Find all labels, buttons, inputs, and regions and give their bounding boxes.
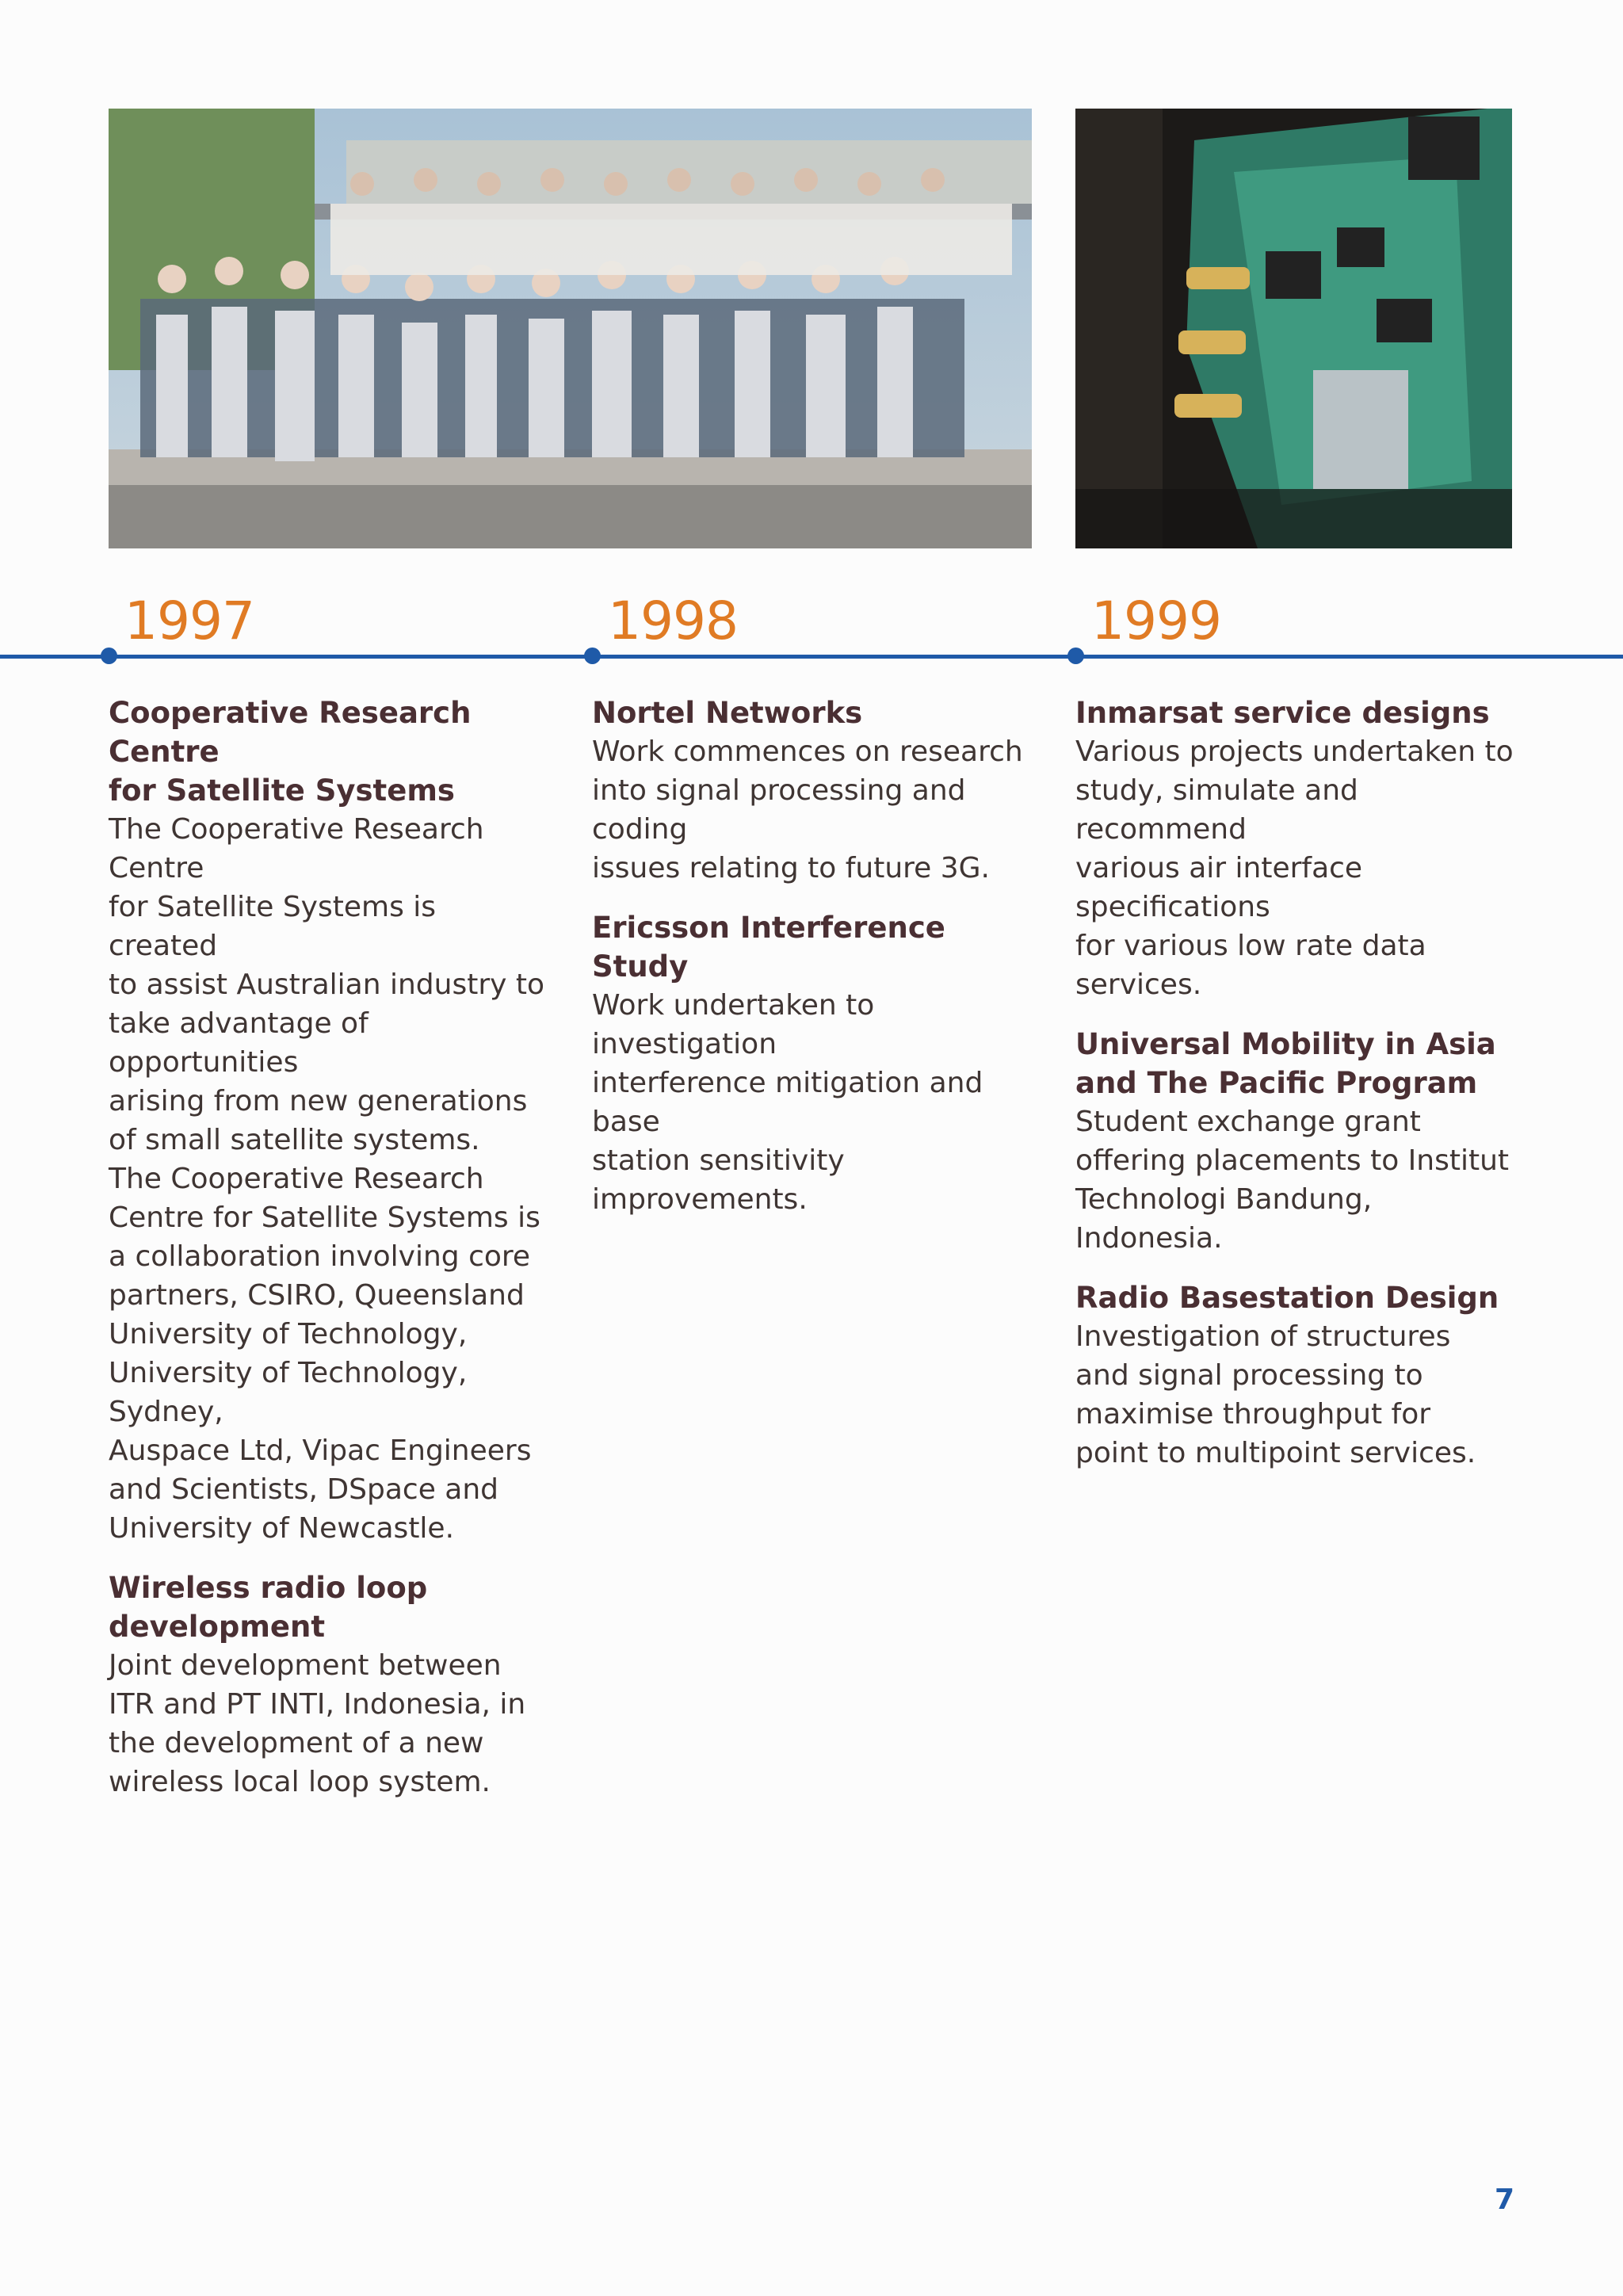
group-photo-image [109,109,1032,548]
entry-body: Work undertaken to investigation interference mitigation and base station sensitivity improvements. [592,989,983,1216]
entry-title: Wireless radio loop development [109,1571,428,1644]
entry-title: Radio Basestation Design [1075,1281,1499,1315]
timeline-line [0,655,1623,659]
entry-title: Universal Mobility in Asia and The Pacific Program [1075,1027,1496,1100]
entry-body: Work commences on research into signal processing and coding issues relating to future 3G. [592,735,1023,884]
timeline-dot-1999 [1067,648,1084,664]
column-1999 [1075,693,1519,1493]
entry-inmarsat [1075,693,1519,1004]
entry-title: Ericsson Interference Study [592,911,945,984]
entry-title: Nortel Networks [592,696,863,730]
page-number: 7 [1494,2183,1514,2216]
entry-universal-mobility [1075,1025,1519,1258]
entry-title: Cooperative Research Centre for Satellite Systems [109,696,472,808]
timeline-dot-1997 [101,648,117,664]
entry-body: Joint development between ITR and PT INTI, Indonesia, in the development of a new wireless local loop system. [109,1649,526,1798]
entry-radio-basestation [1075,1278,1519,1473]
entry-ericsson-interference [592,908,1036,1219]
entry-body: Various projects undertaken to study, simulate and recommend various air interface specifications for various low rate data services. [1075,735,1514,1001]
entry-wireless-radio-loop [109,1568,552,1801]
entry-crc-satellite [109,693,552,1548]
column-1998 [592,693,1036,1240]
timeline-dot-1998 [584,648,601,664]
entry-nortel-networks [592,693,1036,888]
circuit-board-photo [1075,109,1512,548]
year-label-1999: 1999 [1091,590,1221,651]
entry-title: Inmarsat service designs [1075,696,1490,730]
column-1997 [109,693,552,1822]
year-label-1997: 1997 [124,590,254,651]
year-label-1998: 1998 [608,590,738,651]
group-photo [109,109,1032,548]
circuit-board-image [1075,109,1512,548]
entry-body: Investigation of structures and signal processing to maximise throughput for point to multipoint services. [1075,1320,1476,1469]
entry-body: Student exchange grant offering placements to Institut Technologi Bandung, Indonesia. [1075,1106,1510,1255]
entry-body: The Cooperative Research Centre for Satellite Systems is created to assist Australian industry to take advantage of opportunities arising from new generations of small satellite systems. The Cooperative Research Centre for Satellite Systems is a collaboration involving core partners, CSIRO, Queensland University of Technology, University of Technology, Sydney, Auspace Ltd, Vipac Engineers and Scientists, DSpace and University of Newcastle. [109,813,545,1545]
